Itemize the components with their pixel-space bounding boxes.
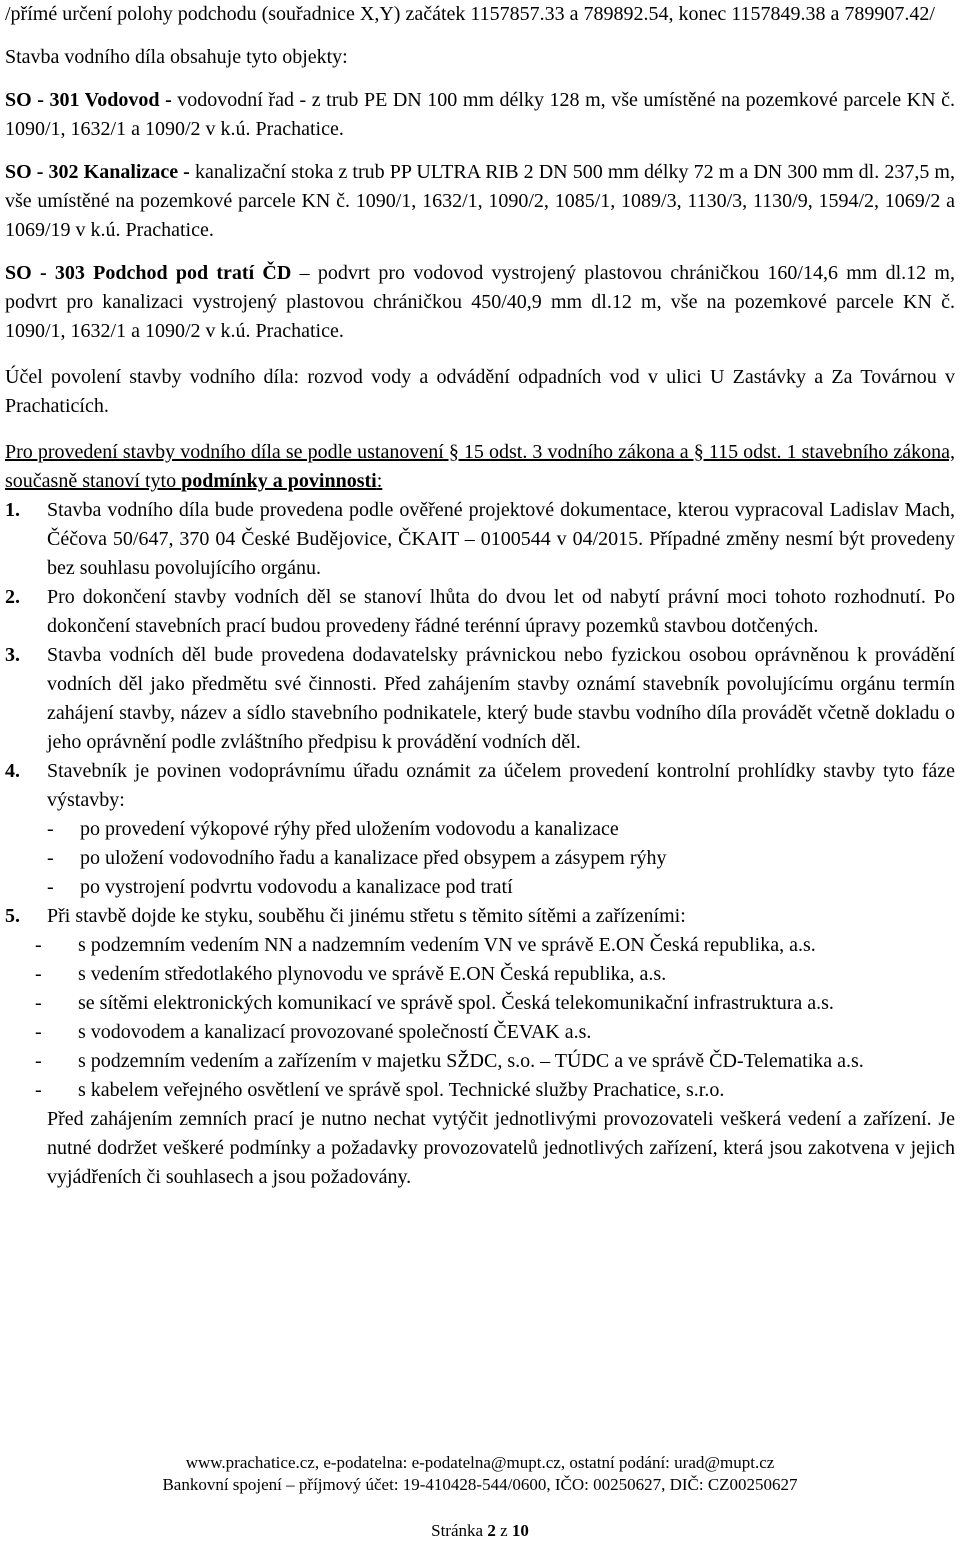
- condition-item: [5, 641, 955, 757]
- conditions-intro-text: Pro provedení stavby vodního díla se podle ustanovení § 15 odst. 3 vodního zákona a § 115 odst. 1 stavebního zákona, současně stanoví tyto: [5, 441, 955, 492]
- dash-bullet: -: [35, 1079, 42, 1101]
- condition-text: Stavba vodních děl bude provedena dodavatelsky právnickou nebo fyzickou osobou oprávněnou k provádění vodních děl jako předmětu své činnosti. Před zahájením stavby oznámí stavebník povolujícímu orgánu termín zahájení stavby, název a sídlo stavebního podnikatele, který bude stavbu vodního díla provádět včetně dokladu o jeho oprávnění podle zvláštního předpisu k provádění vodních děl.: [47, 644, 955, 753]
- object-title: SO - 303 Podchod pod tratí ČD: [5, 262, 292, 284]
- list-item: [47, 873, 955, 902]
- condition-text: Stavba vodního díla bude provedena podle ověřené projektové dokumentace, kterou vypracoval Ladislav Mach, Čéčova 50/647, 370 04 České Budějovice, ČKAIT – 0100544 v 04/2015. Případné změny nesmí být provedeny bez souhlasu povolujícího orgánu.: [47, 499, 955, 579]
- dash-bullet: -: [35, 992, 42, 1014]
- page-prefix: Stránka: [431, 1521, 488, 1540]
- network-text: s podzemním vedením NN a nadzemním vedením VN ve správě E.ON Česká republika, a.s.: [78, 934, 816, 956]
- condition-number: 2.: [5, 586, 20, 608]
- network-text: s podzemním vedením a zařízením v majetku SŽDC, s.o. – TÚDC a ve správě ČD-Telematika a.s.: [78, 1050, 864, 1072]
- list-item: [0, 1018, 955, 1047]
- conditions-list: [5, 496, 955, 931]
- dash-bullet: -: [47, 818, 54, 840]
- purpose-statement: Účel povolení stavby vodního díla: rozvod vody a odvádění odpadních vod v ulici U Zastávky a Za Továrnou v Prachaticích.: [5, 366, 955, 417]
- conditions-intro-end: :: [376, 470, 383, 492]
- condition-item: [5, 496, 955, 583]
- footer-contacts: www.prachatice.cz, e-podatelna: e-podatelna@mupt.cz, ostatní podání: urad@mupt.cz: [185, 1453, 775, 1472]
- dash-bullet: -: [35, 1021, 42, 1043]
- page-total: 10: [511, 1521, 529, 1540]
- list-item: [0, 1047, 955, 1076]
- object-so-302: [5, 158, 955, 245]
- condition-item: [5, 757, 955, 902]
- networks-list: [0, 931, 955, 1105]
- object-text: – podvrt pro vodovod vystrojený plastovou chráničkou 160/14,6 mm dl.12 m, podvrt pro kanalizaci vystrojený plastovou chráničkou 450/40,9 mm dl.12 m, vše na pozemkové parcele KN č. 1090/1, 1632/1 a 1090/2 v k.ú. Prachatice.: [5, 262, 955, 342]
- dash-bullet: -: [35, 963, 42, 985]
- condition-number: 4.: [5, 760, 20, 782]
- condition-item: [5, 902, 955, 931]
- list-item: [0, 931, 955, 960]
- list-item: [47, 815, 955, 844]
- object-text: kanalizační stoka z trub PP ULTRA RIB 2 DN 500 mm délky 72 m a DN 300 mm dl. 237,5 m, vše umístěné na pozemkové parcele KN č. 1090/1, 1632/1, 1090/2, 1085/1, 1089/3, 1130/3, 1130/9, 1594/2, 1069/2 a 1069/19 v k.ú. Prachatice.: [5, 161, 955, 241]
- dash-bullet: -: [47, 847, 54, 869]
- network-text: s vedením středotlakého plynovodu ve správě E.ON Česká republika, a.s.: [78, 963, 667, 985]
- page-current: 2: [487, 1521, 496, 1540]
- dash-bullet: -: [35, 934, 42, 956]
- footer-bank: Bankovní spojení – příjmový účet: 19-410428-544/0600, IČO: 00250627, DIČ: CZ00250627: [162, 1475, 798, 1494]
- list-item: [0, 960, 955, 989]
- list-item: [0, 989, 955, 1018]
- condition-number: 1.: [5, 499, 20, 521]
- condition-text: Při stavbě dojde ke styku, souběhu či jinému střetu s těmito sítěmi a zařízeními:: [47, 905, 686, 927]
- inspection-phases-list: [47, 815, 955, 902]
- phase-text: po vystrojení podvrtu vodovodu a kanalizace pod tratí: [80, 876, 513, 898]
- object-so-303: [5, 259, 955, 346]
- document-page: [5, 0, 955, 1192]
- condition-number: 5.: [5, 905, 20, 927]
- object-title: SO - 301 Vodovod -: [5, 89, 172, 111]
- condition-number: 3.: [5, 644, 20, 666]
- dash-bullet: -: [47, 876, 54, 898]
- phase-text: po provedení výkopové rýhy před uložením vodovodu a kanalizace: [80, 818, 619, 840]
- phase-text: po uložení vodovodního řadu a kanalizace před obsypem a zásypem rýhy: [80, 847, 667, 869]
- networks-block: [0, 931, 955, 1105]
- condition-text: Stavebník je povinen vodoprávnímu úřadu oznámit za účelem provedení kontrolní prohlídky stavby tyto fáze výstavby:: [47, 760, 955, 811]
- coordinates-note: /přímé určení polohy podchodu (souřadnice X,Y) začátek 1157857.33 a 789892.54, konec 1157849.38 a 789907.42/: [5, 3, 935, 25]
- network-text: s vodovodem a kanalizací provozované společností ČEVAK a.s.: [78, 1021, 592, 1043]
- object-text: vodovodní řad - z trub PE DN 100 mm délky 128 m, vše umístěné na pozemkové parcele KN č. 1090/1, 1632/1 a 1090/2 v k.ú. Prachatice.: [5, 89, 955, 140]
- conditions-intro: [5, 438, 955, 496]
- object-title: SO - 302 Kanalizace -: [5, 161, 190, 183]
- page-number: [0, 1520, 960, 1542]
- footer: [0, 1452, 960, 1496]
- list-item: [47, 844, 955, 873]
- condition-text: Pro dokončení stavby vodních děl se stanoví lhůta do dvou let od nabytí právní moci tohoto rozhodnutí. Po dokončení stavebních prací budou provedeny řádné terénní úpravy pozemků stavbou dotčených.: [47, 586, 955, 637]
- networks-closing: Před zahájením zemních prací je nutno nechat vytýčit jednotlivými provozovateli veškerá vedení a zařízení. Je nutné dodržet veškeré podmínky a požadavky provozovatelů jednotlivých zařízení, která jsou zakotvena v jejich vyjádřeních či souhlasech a jsou požadovány.: [47, 1108, 955, 1188]
- page-sep: z: [495, 1521, 512, 1540]
- list-item: [0, 1076, 955, 1105]
- objects-heading: Stavba vodního díla obsahuje tyto objekty:: [5, 46, 348, 68]
- conditions-intro-bold: podmínky a povinnosti: [181, 470, 377, 492]
- dash-bullet: -: [35, 1050, 42, 1072]
- object-so-301: [5, 86, 955, 144]
- network-text: s kabelem veřejného osvětlení ve správě spol. Technické služby Prachatice, s.r.o.: [78, 1079, 725, 1101]
- network-text: se sítěmi elektronických komunikací ve správě spol. Česká telekomunikační infrastruktura a.s.: [78, 992, 834, 1014]
- condition-item: [5, 583, 955, 641]
